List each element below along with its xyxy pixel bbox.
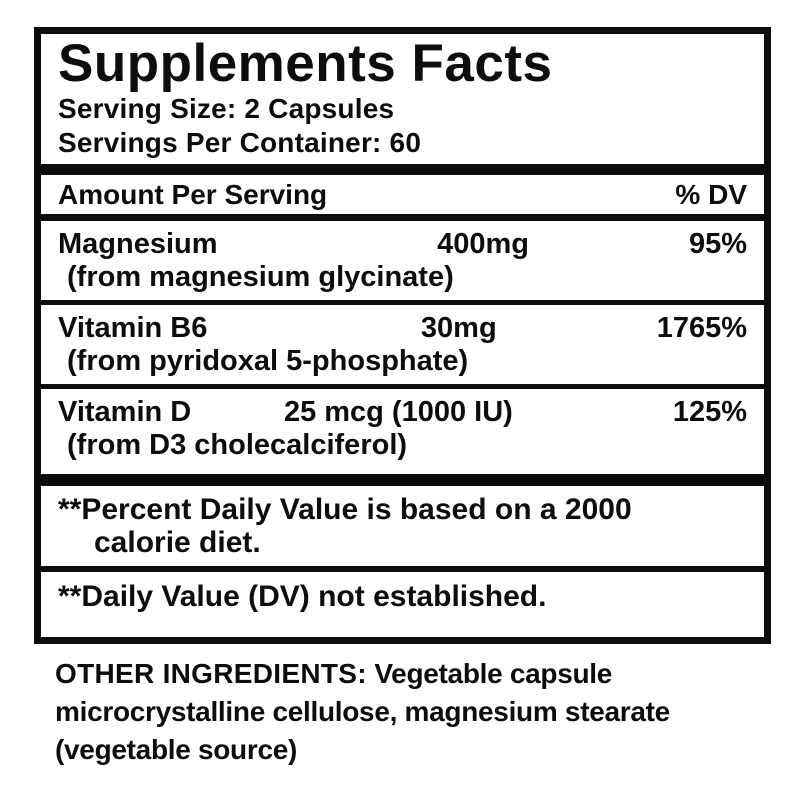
nutrient-row-vitamin-d xyxy=(41,389,764,468)
nutrient-main-line xyxy=(58,312,747,345)
other-ingredients-heading: OTHER INGREDIENTS: xyxy=(55,658,367,689)
serving-size-line: Serving Size: 2 Capsules xyxy=(58,93,395,124)
nutrient-amount: 400mg xyxy=(437,228,529,260)
footnote-dv-not-established: **Daily Value (DV) not established. xyxy=(58,580,547,613)
other-ingredients-paragraph xyxy=(55,655,755,769)
footnote-percent-daily-value: **Percent Daily Value is based on a 2000 calorie diet. xyxy=(58,493,632,559)
thick-divider-top xyxy=(41,164,764,175)
nutrient-name: Magnesium xyxy=(58,228,218,260)
nutrient-name: Vitamin D xyxy=(58,396,192,428)
nutrient-dv: 1765% xyxy=(656,312,747,344)
nutrient-row-magnesium xyxy=(41,221,764,300)
nutrient-main-line xyxy=(58,396,747,429)
nutrient-main-line xyxy=(58,228,747,261)
nutrient-amount: 25 mcg (1000 IU) xyxy=(283,396,513,428)
supplement-facts-title: Supplements Facts xyxy=(58,34,553,93)
servings-per-container-line: Servings Per Container: 60 xyxy=(58,127,422,158)
nutrient-source: (from pyridoxal 5-phosphate) xyxy=(67,345,469,377)
nutrient-source: (from D3 cholecalciferol) xyxy=(67,429,408,461)
thick-divider-footnotes xyxy=(41,474,764,486)
amount-per-serving-header-row xyxy=(41,175,764,214)
nutrient-name: Vitamin B6 xyxy=(58,312,208,344)
nutrient-amount: 30mg xyxy=(420,312,497,344)
nutrient-row-vitamin-b6 xyxy=(41,305,764,384)
header-divider xyxy=(41,214,764,221)
other-ingredients-text: Vegetable capsule microcrystalline cellulose, magnesium stearate (vegetable source) xyxy=(55,658,670,765)
nutrient-dv: 125% xyxy=(672,396,747,428)
amount-per-serving-label: Amount Per Serving xyxy=(58,179,328,210)
nutrient-source: (from magnesium glycinate) xyxy=(67,261,454,293)
supplement-facts-panel xyxy=(34,27,771,644)
nutrient-dv: 95% xyxy=(688,228,747,260)
percent-dv-label: % DV xyxy=(675,179,747,210)
